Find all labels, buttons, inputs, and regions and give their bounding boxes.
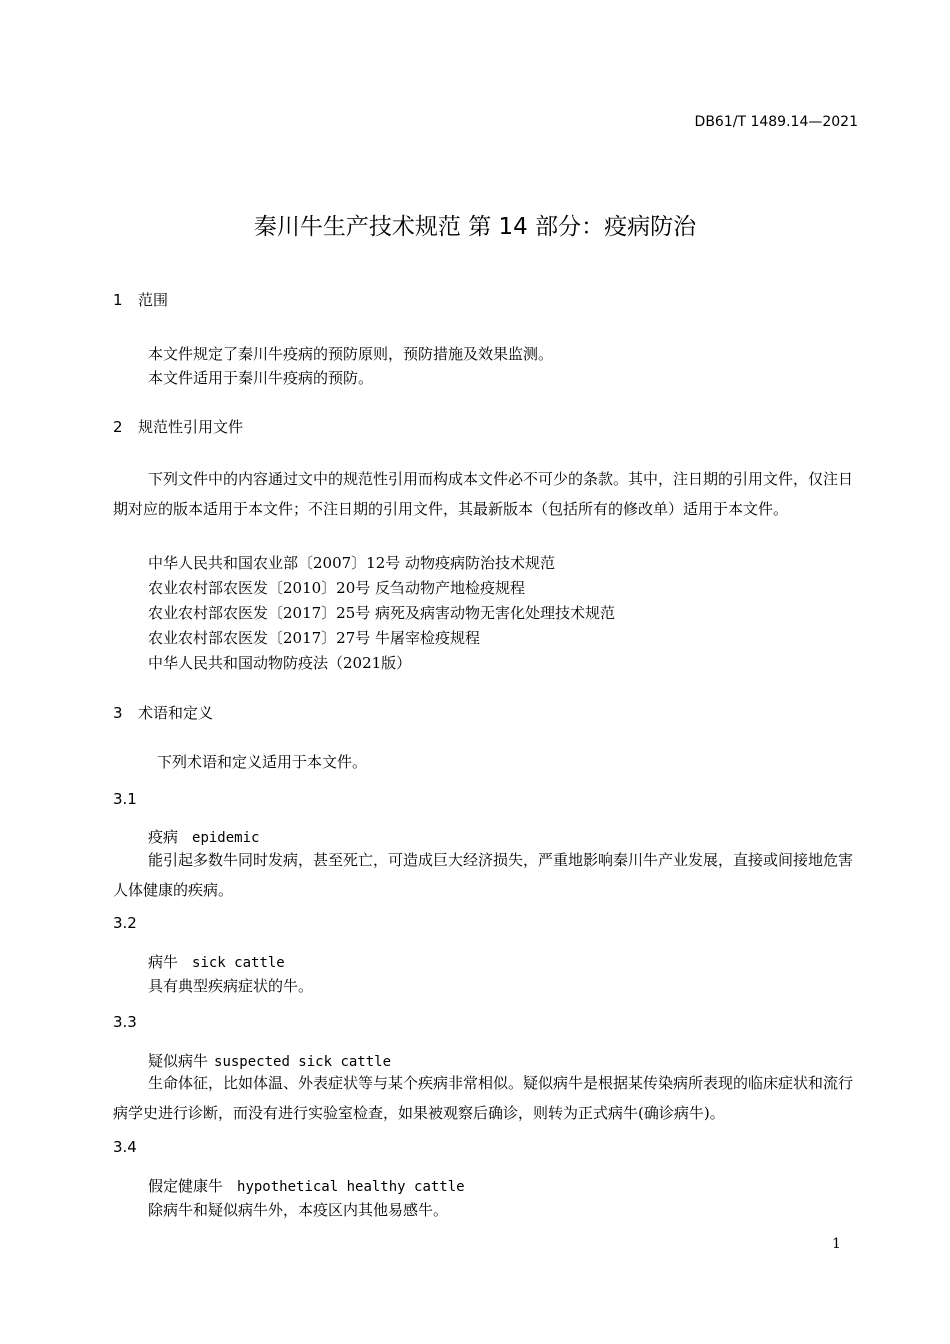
term-en: suspected sick cattle	[214, 1054, 392, 1070]
term-title	[148, 951, 285, 972]
reference-item: 农业农村部农医发〔2010〕20号 反刍动物产地检疫规程	[148, 579, 526, 597]
paragraph: 本文件规定了秦川牛疫病的预防原则，预防措施及效果监测。	[148, 345, 554, 363]
reference-item: 中华人民共和国动物防疫法（2021版）	[148, 654, 412, 672]
reference-item: 中华人民共和国农业部〔2007〕12号 动物疫病防治技术规范	[148, 554, 556, 572]
page-number: 1	[832, 1236, 841, 1252]
term-number: 3.1	[113, 790, 137, 808]
term-number: 3.4	[113, 1138, 137, 1156]
term-definition: 能引起多数牛同时发病，甚至死亡，可造成巨大经济损失，严重地影响秦川牛产业发展，直接或间接地危害人体健康的疾病。	[113, 851, 854, 899]
section-title: 范围	[138, 291, 169, 309]
term-definition: 生命体征，比如体温、外表症状等与某个疾病非常相似。疑似病牛是根据某传染病所表现的临床症状和流行病学史进行诊断，而没有进行实验室检查，如果被观察后确诊，则转为正式病牛(确诊病牛)。	[113, 1074, 854, 1122]
term-cn: 疫病	[148, 828, 179, 846]
term-number: 3.2	[113, 914, 137, 932]
paragraph: 下列术语和定义适用于本文件。	[157, 753, 368, 771]
section-title: 规范性引用文件	[138, 418, 244, 436]
paragraph: 下列文件中的内容通过文中的规范性引用而构成本文件必不可少的条款。其中，注日期的引用文件，仅注日期对应的版本适用于本文件；不注日期的引用文件，其最新版本（包括所有的修改单）适用于本文件。	[113, 470, 854, 518]
term-definition: 除病牛和疑似病牛外，本疫区内其他易感牛。	[148, 1201, 449, 1219]
section-heading-terms	[113, 702, 213, 723]
term-cn: 病牛	[148, 953, 179, 971]
reference-item: 农业农村部农医发〔2017〕25号 病死及病害动物无害化处理技术规范	[148, 604, 616, 622]
section-number: 3	[113, 704, 123, 722]
term-en: hypothetical healthy cattle	[237, 1179, 465, 1195]
document-title: 秦川牛生产技术规范 第 14 部分：疫病防治	[253, 214, 697, 240]
term-en: sick cattle	[192, 955, 285, 971]
term-cn: 假定健康牛	[148, 1177, 224, 1195]
section-heading-normative-references	[113, 416, 243, 437]
section-number: 1	[113, 291, 123, 309]
term-definition: 具有典型疾病症状的牛。	[148, 977, 314, 995]
reference-item: 农业农村部农医发〔2017〕27号 牛屠宰检疫规程	[148, 629, 481, 647]
term-title	[148, 1175, 465, 1196]
paragraph: 本文件适用于秦川牛疫病的预防。	[148, 369, 374, 387]
term-en: epidemic	[192, 830, 260, 846]
term-cn: 疑似病牛	[148, 1052, 209, 1070]
section-title: 术语和定义	[138, 704, 214, 722]
standard-number: DB61/T 1489.14—2021	[694, 114, 858, 130]
section-heading-scope	[113, 289, 168, 310]
term-title	[148, 826, 259, 847]
section-number: 2	[113, 418, 123, 436]
term-number: 3.3	[113, 1013, 137, 1031]
